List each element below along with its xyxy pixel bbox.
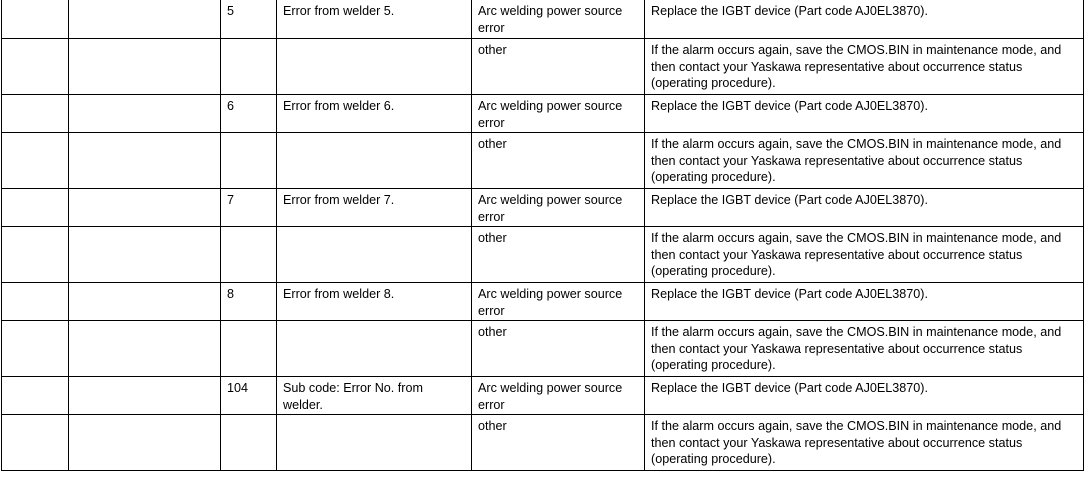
alarm-name-cell [69,0,221,39]
alarm-number-cell [2,189,69,227]
sub-code-cell [221,227,277,283]
meaning-cell [277,415,472,471]
alarm-name-cell [69,415,221,471]
table-row [2,39,1084,95]
table-row [2,415,1084,471]
alarm-number-cell [2,377,69,415]
alarm-number-cell [2,283,69,321]
cause-cell: other [472,39,645,95]
remedy-cell: If the alarm occurs again, save the CMOS.BIN in maintenance mode, and then contact your Yaskawa representative about occurrence status (operating procedure). [645,39,1084,95]
table-row [2,321,1084,377]
alarm-name-cell [69,95,221,133]
table-row [2,227,1084,283]
meaning-cell: Error from welder 8. [277,283,472,321]
table-row [2,133,1084,189]
meaning-cell [277,321,472,377]
meaning-cell [277,39,472,95]
alarm-number-cell [2,415,69,471]
alarm-number-cell [2,321,69,377]
remedy-cell: Replace the IGBT device (Part code AJ0EL3870). [645,377,1084,415]
remedy-cell: Replace the IGBT device (Part code AJ0EL3870). [645,283,1084,321]
remedy-cell: Replace the IGBT device (Part code AJ0EL3870). [645,95,1084,133]
table-row [2,377,1084,415]
sub-code-cell [221,133,277,189]
alarm-table-body [2,0,1084,471]
cause-cell: Arc welding power source error [472,283,645,321]
alarm-name-cell [69,283,221,321]
alarm-name-cell [69,377,221,415]
sub-code-cell: 5 [221,0,277,39]
cause-cell: other [472,321,645,377]
alarm-name-cell [69,189,221,227]
cause-cell: Arc welding power source error [472,189,645,227]
meaning-cell: Error from welder 6. [277,95,472,133]
table-row [2,189,1084,227]
alarm-number-cell [2,95,69,133]
remedy-cell: If the alarm occurs again, save the CMOS.BIN in maintenance mode, and then contact your Yaskawa representative about occurrence status (operating procedure). [645,133,1084,189]
table-row [2,0,1084,39]
meaning-cell: Sub code: Error No. from welder. [277,377,472,415]
sub-code-cell [221,321,277,377]
alarm-table [1,0,1084,471]
meaning-cell [277,133,472,189]
cause-cell: Arc welding power source error [472,377,645,415]
sub-code-cell: 104 [221,377,277,415]
sub-code-cell: 6 [221,95,277,133]
table-row [2,283,1084,321]
sub-code-cell [221,39,277,95]
alarm-name-cell [69,227,221,283]
remedy-cell: If the alarm occurs again, save the CMOS.BIN in maintenance mode, and then contact your Yaskawa representative about occurrence status (operating procedure). [645,227,1084,283]
cause-cell: Arc welding power source error [472,0,645,39]
alarm-number-cell [2,133,69,189]
meaning-cell [277,227,472,283]
alarm-number-cell [2,0,69,39]
sub-code-cell: 8 [221,283,277,321]
sub-code-cell: 7 [221,189,277,227]
alarm-name-cell [69,39,221,95]
cause-cell: other [472,227,645,283]
remedy-cell: If the alarm occurs again, save the CMOS.BIN in maintenance mode, and then contact your Yaskawa representative about occurrence status (operating procedure). [645,321,1084,377]
alarm-number-cell [2,227,69,283]
cause-cell: other [472,415,645,471]
sub-code-cell [221,415,277,471]
table-row [2,95,1084,133]
remedy-cell: Replace the IGBT device (Part code AJ0EL3870). [645,0,1084,39]
remedy-cell: Replace the IGBT device (Part code AJ0EL3870). [645,189,1084,227]
cause-cell: Arc welding power source error [472,95,645,133]
meaning-cell: Error from welder 5. [277,0,472,39]
cause-cell: other [472,133,645,189]
alarm-name-cell [69,133,221,189]
meaning-cell: Error from welder 7. [277,189,472,227]
alarm-number-cell [2,39,69,95]
alarm-name-cell [69,321,221,377]
remedy-cell: If the alarm occurs again, save the CMOS.BIN in maintenance mode, and then contact your Yaskawa representative about occurrence status (operating procedure). [645,415,1084,471]
